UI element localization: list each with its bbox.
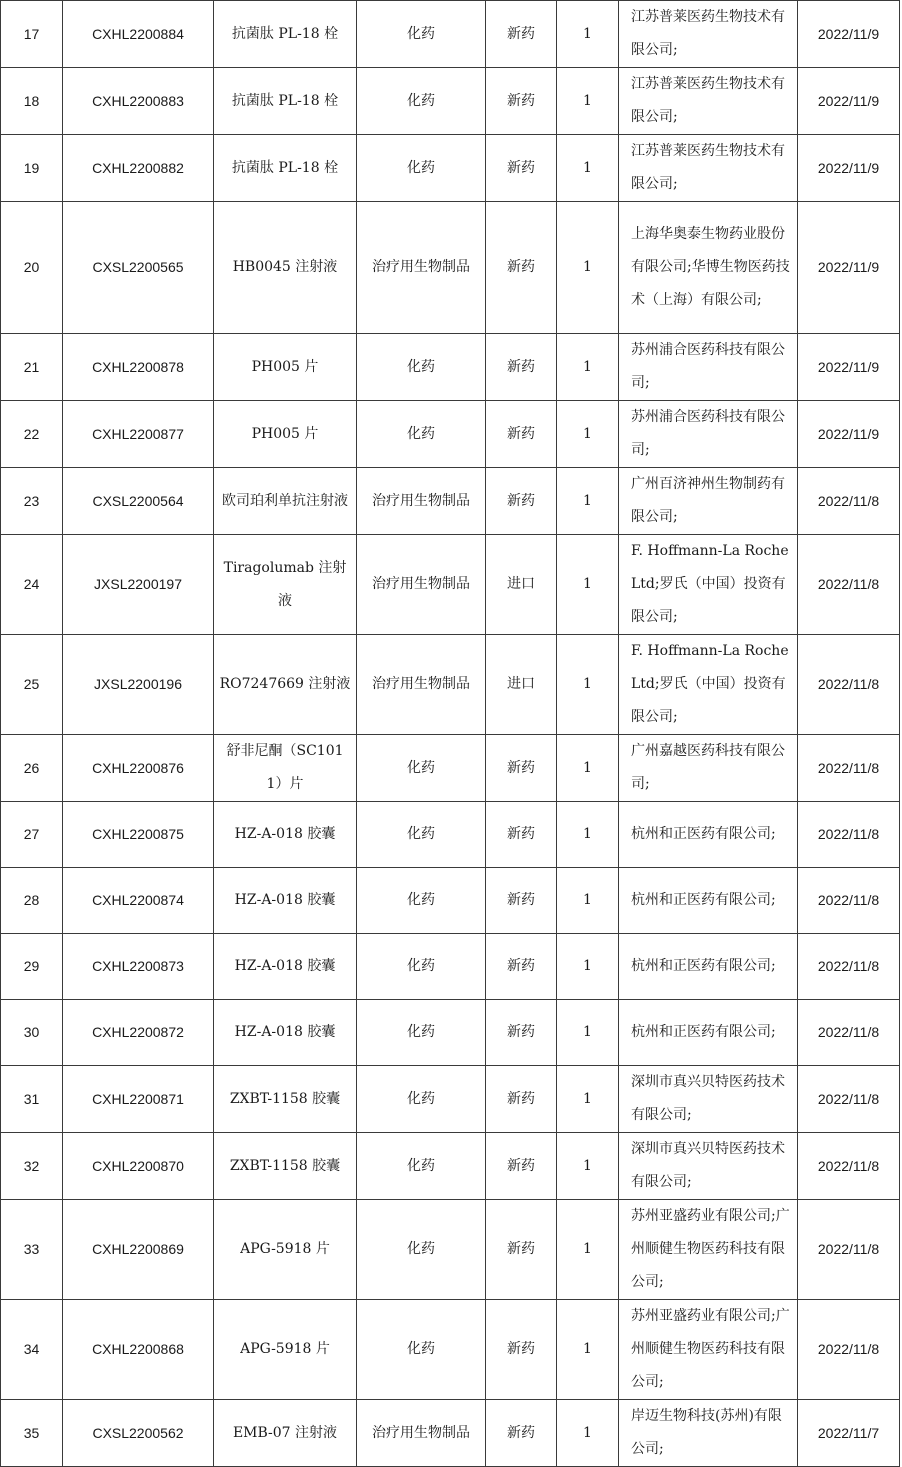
application-type-cell: 新药 <box>486 1066 557 1133</box>
drug-category-cell: 化药 <box>357 735 486 802</box>
row-number-cell: 32 <box>1 1133 63 1200</box>
date-cell: 2022/11/9 <box>798 68 900 135</box>
company-name-cell: 杭州和正医药有限公司; <box>619 934 798 1000</box>
table-row <box>1 135 900 202</box>
company-name-cell: F. Hoffmann-La Roche Ltd;罗氏（中国）投资有限公司; <box>619 535 798 635</box>
application-count-cell: 1 <box>557 535 619 635</box>
application-type-cell: 新药 <box>486 1200 557 1300</box>
application-count-cell: 1 <box>557 1200 619 1300</box>
row-number-cell: 28 <box>1 868 63 934</box>
acceptance-number-cell: CXHL2200871 <box>63 1066 214 1133</box>
application-type-cell: 新药 <box>486 202 557 334</box>
company-name-cell: 苏州亚盛药业有限公司;广州顺健生物医药科技有限公司; <box>619 1300 798 1400</box>
application-type-cell: 新药 <box>486 868 557 934</box>
drug-category-cell: 化药 <box>357 1300 486 1400</box>
acceptance-number-cell: JXSL2200196 <box>63 635 214 735</box>
table-row <box>1 334 900 401</box>
drug-name-cell: APG-5918 片 <box>214 1200 357 1300</box>
table-row <box>1 401 900 468</box>
company-name-cell: 苏州浦合医药科技有限公司; <box>619 401 798 468</box>
table-row <box>1 635 900 735</box>
drug-name-cell: HB0045 注射液 <box>214 202 357 334</box>
table-row <box>1 1133 900 1200</box>
date-cell: 2022/11/9 <box>798 135 900 202</box>
acceptance-number-cell: CXHL2200884 <box>63 1 214 68</box>
drug-category-cell: 化药 <box>357 68 486 135</box>
date-cell: 2022/11/8 <box>798 1200 900 1300</box>
drug-name-cell: 舒非尼酮（SC1011）片 <box>214 735 357 802</box>
drug-category-cell: 化药 <box>357 1200 486 1300</box>
table-row <box>1 934 900 1000</box>
date-cell: 2022/11/8 <box>798 868 900 934</box>
application-count-cell: 1 <box>557 401 619 468</box>
date-cell: 2022/11/9 <box>798 334 900 401</box>
company-name-cell: 江苏普莱医药生物技术有限公司; <box>619 1 798 68</box>
date-cell: 2022/11/9 <box>798 1 900 68</box>
drug-category-cell: 化药 <box>357 1 486 68</box>
drug-category-cell: 化药 <box>357 135 486 202</box>
date-cell: 2022/11/8 <box>798 1133 900 1200</box>
acceptance-number-cell: CXHL2200868 <box>63 1300 214 1400</box>
drug-name-cell: 欧司珀利单抗注射液 <box>214 468 357 535</box>
application-type-cell: 新药 <box>486 135 557 202</box>
table-row <box>1 535 900 635</box>
application-count-cell: 1 <box>557 735 619 802</box>
date-cell: 2022/11/8 <box>798 1000 900 1066</box>
acceptance-number-cell: CXHL2200876 <box>63 735 214 802</box>
date-cell: 2022/11/8 <box>798 802 900 868</box>
application-count-cell: 1 <box>557 802 619 868</box>
acceptance-number-cell: CXSL2200565 <box>63 202 214 334</box>
table-row <box>1 1300 900 1400</box>
table-row <box>1 868 900 934</box>
row-number-cell: 18 <box>1 68 63 135</box>
acceptance-number-cell: CXSL2200562 <box>63 1400 214 1467</box>
row-number-cell: 35 <box>1 1400 63 1467</box>
row-number-cell: 25 <box>1 635 63 735</box>
company-name-cell: 上海华奥泰生物药业股份有限公司;华博生物医药技术（上海）有限公司; <box>619 202 798 334</box>
date-cell: 2022/11/8 <box>798 468 900 535</box>
company-name-cell: 江苏普莱医药生物技术有限公司; <box>619 68 798 135</box>
acceptance-number-cell: CXHL2200878 <box>63 334 214 401</box>
drug-category-cell: 治疗用生物制品 <box>357 468 486 535</box>
application-type-cell: 新药 <box>486 68 557 135</box>
row-number-cell: 31 <box>1 1066 63 1133</box>
application-type-cell: 新药 <box>486 1 557 68</box>
acceptance-number-cell: CXHL2200877 <box>63 401 214 468</box>
acceptance-number-cell: CXSL2200564 <box>63 468 214 535</box>
acceptance-number-cell: JXSL2200197 <box>63 535 214 635</box>
company-name-cell: 广州嘉越医药科技有限公司; <box>619 735 798 802</box>
date-cell: 2022/11/9 <box>798 401 900 468</box>
company-name-cell: 杭州和正医药有限公司; <box>619 868 798 934</box>
row-number-cell: 19 <box>1 135 63 202</box>
drug-name-cell: HZ-A-018 胶囊 <box>214 1000 357 1066</box>
acceptance-number-cell: CXHL2200872 <box>63 1000 214 1066</box>
drug-name-cell: HZ-A-018 胶囊 <box>214 934 357 1000</box>
drug-category-cell: 治疗用生物制品 <box>357 535 486 635</box>
date-cell: 2022/11/8 <box>798 735 900 802</box>
application-count-cell: 1 <box>557 1066 619 1133</box>
drug-category-cell: 化药 <box>357 401 486 468</box>
date-cell: 2022/11/8 <box>798 934 900 1000</box>
application-count-cell: 1 <box>557 868 619 934</box>
company-name-cell: 岸迈生物科技(苏州)有限公司; <box>619 1400 798 1467</box>
drug-category-cell: 化药 <box>357 934 486 1000</box>
application-count-cell: 1 <box>557 1400 619 1467</box>
application-count-cell: 1 <box>557 135 619 202</box>
application-type-cell: 新药 <box>486 735 557 802</box>
drug-category-cell: 化药 <box>357 802 486 868</box>
application-type-cell: 新药 <box>486 401 557 468</box>
row-number-cell: 33 <box>1 1200 63 1300</box>
application-type-cell: 进口 <box>486 535 557 635</box>
row-number-cell: 20 <box>1 202 63 334</box>
application-type-cell: 新药 <box>486 468 557 535</box>
drug-category-cell: 化药 <box>357 334 486 401</box>
row-number-cell: 34 <box>1 1300 63 1400</box>
drug-name-cell: 抗菌肽 PL-18 栓 <box>214 135 357 202</box>
acceptance-number-cell: CXHL2200883 <box>63 68 214 135</box>
row-number-cell: 27 <box>1 802 63 868</box>
application-type-cell: 新药 <box>486 802 557 868</box>
drug-name-cell: HZ-A-018 胶囊 <box>214 802 357 868</box>
table-row <box>1 735 900 802</box>
acceptance-number-cell: CXHL2200875 <box>63 802 214 868</box>
application-type-cell: 新药 <box>486 1000 557 1066</box>
drug-category-cell: 化药 <box>357 1133 486 1200</box>
date-cell: 2022/11/8 <box>798 635 900 735</box>
row-number-cell: 17 <box>1 1 63 68</box>
company-name-cell: 广州百济神州生物制药有限公司; <box>619 468 798 535</box>
table-row <box>1 1066 900 1133</box>
row-number-cell: 22 <box>1 401 63 468</box>
application-count-cell: 1 <box>557 202 619 334</box>
table-row <box>1 468 900 535</box>
acceptance-number-cell: CXHL2200869 <box>63 1200 214 1300</box>
date-cell: 2022/11/8 <box>798 535 900 635</box>
drug-name-cell: ZXBT-1158 胶囊 <box>214 1066 357 1133</box>
drug-category-cell: 化药 <box>357 868 486 934</box>
acceptance-number-cell: CXHL2200873 <box>63 934 214 1000</box>
table-row <box>1 68 900 135</box>
row-number-cell: 30 <box>1 1000 63 1066</box>
drug-category-cell: 治疗用生物制品 <box>357 202 486 334</box>
application-type-cell: 新药 <box>486 1300 557 1400</box>
table-row <box>1 1 900 68</box>
drug-name-cell: RO7247669 注射液 <box>214 635 357 735</box>
application-type-cell: 新药 <box>486 1400 557 1467</box>
drug-name-cell: PH005 片 <box>214 334 357 401</box>
application-type-cell: 进口 <box>486 635 557 735</box>
drug-name-cell: 抗菌肽 PL-18 栓 <box>214 68 357 135</box>
row-number-cell: 29 <box>1 934 63 1000</box>
application-count-cell: 1 <box>557 635 619 735</box>
row-number-cell: 23 <box>1 468 63 535</box>
application-type-cell: 新药 <box>486 934 557 1000</box>
application-count-cell: 1 <box>557 68 619 135</box>
application-count-cell: 1 <box>557 1000 619 1066</box>
application-count-cell: 1 <box>557 334 619 401</box>
drug-name-cell: Tiragolumab 注射液 <box>214 535 357 635</box>
date-cell: 2022/11/8 <box>798 1300 900 1400</box>
drug-name-cell: APG-5918 片 <box>214 1300 357 1400</box>
company-name-cell: F. Hoffmann-La Roche Ltd;罗氏（中国）投资有限公司; <box>619 635 798 735</box>
application-count-cell: 1 <box>557 1 619 68</box>
application-type-cell: 新药 <box>486 334 557 401</box>
table-row <box>1 1400 900 1467</box>
table-row <box>1 202 900 334</box>
application-count-cell: 1 <box>557 934 619 1000</box>
date-cell: 2022/11/8 <box>798 1066 900 1133</box>
company-name-cell: 深圳市真兴贝特医药技术有限公司; <box>619 1133 798 1200</box>
drug-name-cell: PH005 片 <box>214 401 357 468</box>
date-cell: 2022/11/9 <box>798 202 900 334</box>
application-count-cell: 1 <box>557 1300 619 1400</box>
table-row <box>1 1200 900 1300</box>
drug-category-cell: 治疗用生物制品 <box>357 1400 486 1467</box>
company-name-cell: 杭州和正医药有限公司; <box>619 1000 798 1066</box>
drug-name-cell: 抗菌肽 PL-18 栓 <box>214 1 357 68</box>
acceptance-number-cell: CXHL2200874 <box>63 868 214 934</box>
application-type-cell: 新药 <box>486 1133 557 1200</box>
drug-category-cell: 化药 <box>357 1066 486 1133</box>
row-number-cell: 26 <box>1 735 63 802</box>
table-row <box>1 1000 900 1066</box>
company-name-cell: 杭州和正医药有限公司; <box>619 802 798 868</box>
application-count-cell: 1 <box>557 468 619 535</box>
acceptance-number-cell: CXHL2200870 <box>63 1133 214 1200</box>
company-name-cell: 深圳市真兴贝特医药技术有限公司; <box>619 1066 798 1133</box>
row-number-cell: 21 <box>1 334 63 401</box>
company-name-cell: 苏州亚盛药业有限公司;广州顺健生物医药科技有限公司; <box>619 1200 798 1300</box>
date-cell: 2022/11/7 <box>798 1400 900 1467</box>
company-name-cell: 苏州浦合医药科技有限公司; <box>619 334 798 401</box>
drug-category-cell: 治疗用生物制品 <box>357 635 486 735</box>
row-number-cell: 24 <box>1 535 63 635</box>
drug-category-cell: 化药 <box>357 1000 486 1066</box>
table-body <box>1 1 900 1467</box>
drug-name-cell: HZ-A-018 胶囊 <box>214 868 357 934</box>
drug-name-cell: ZXBT-1158 胶囊 <box>214 1133 357 1200</box>
drug-name-cell: EMB-07 注射液 <box>214 1400 357 1467</box>
table-row <box>1 802 900 868</box>
acceptance-number-cell: CXHL2200882 <box>63 135 214 202</box>
company-name-cell: 江苏普莱医药生物技术有限公司; <box>619 135 798 202</box>
application-count-cell: 1 <box>557 1133 619 1200</box>
